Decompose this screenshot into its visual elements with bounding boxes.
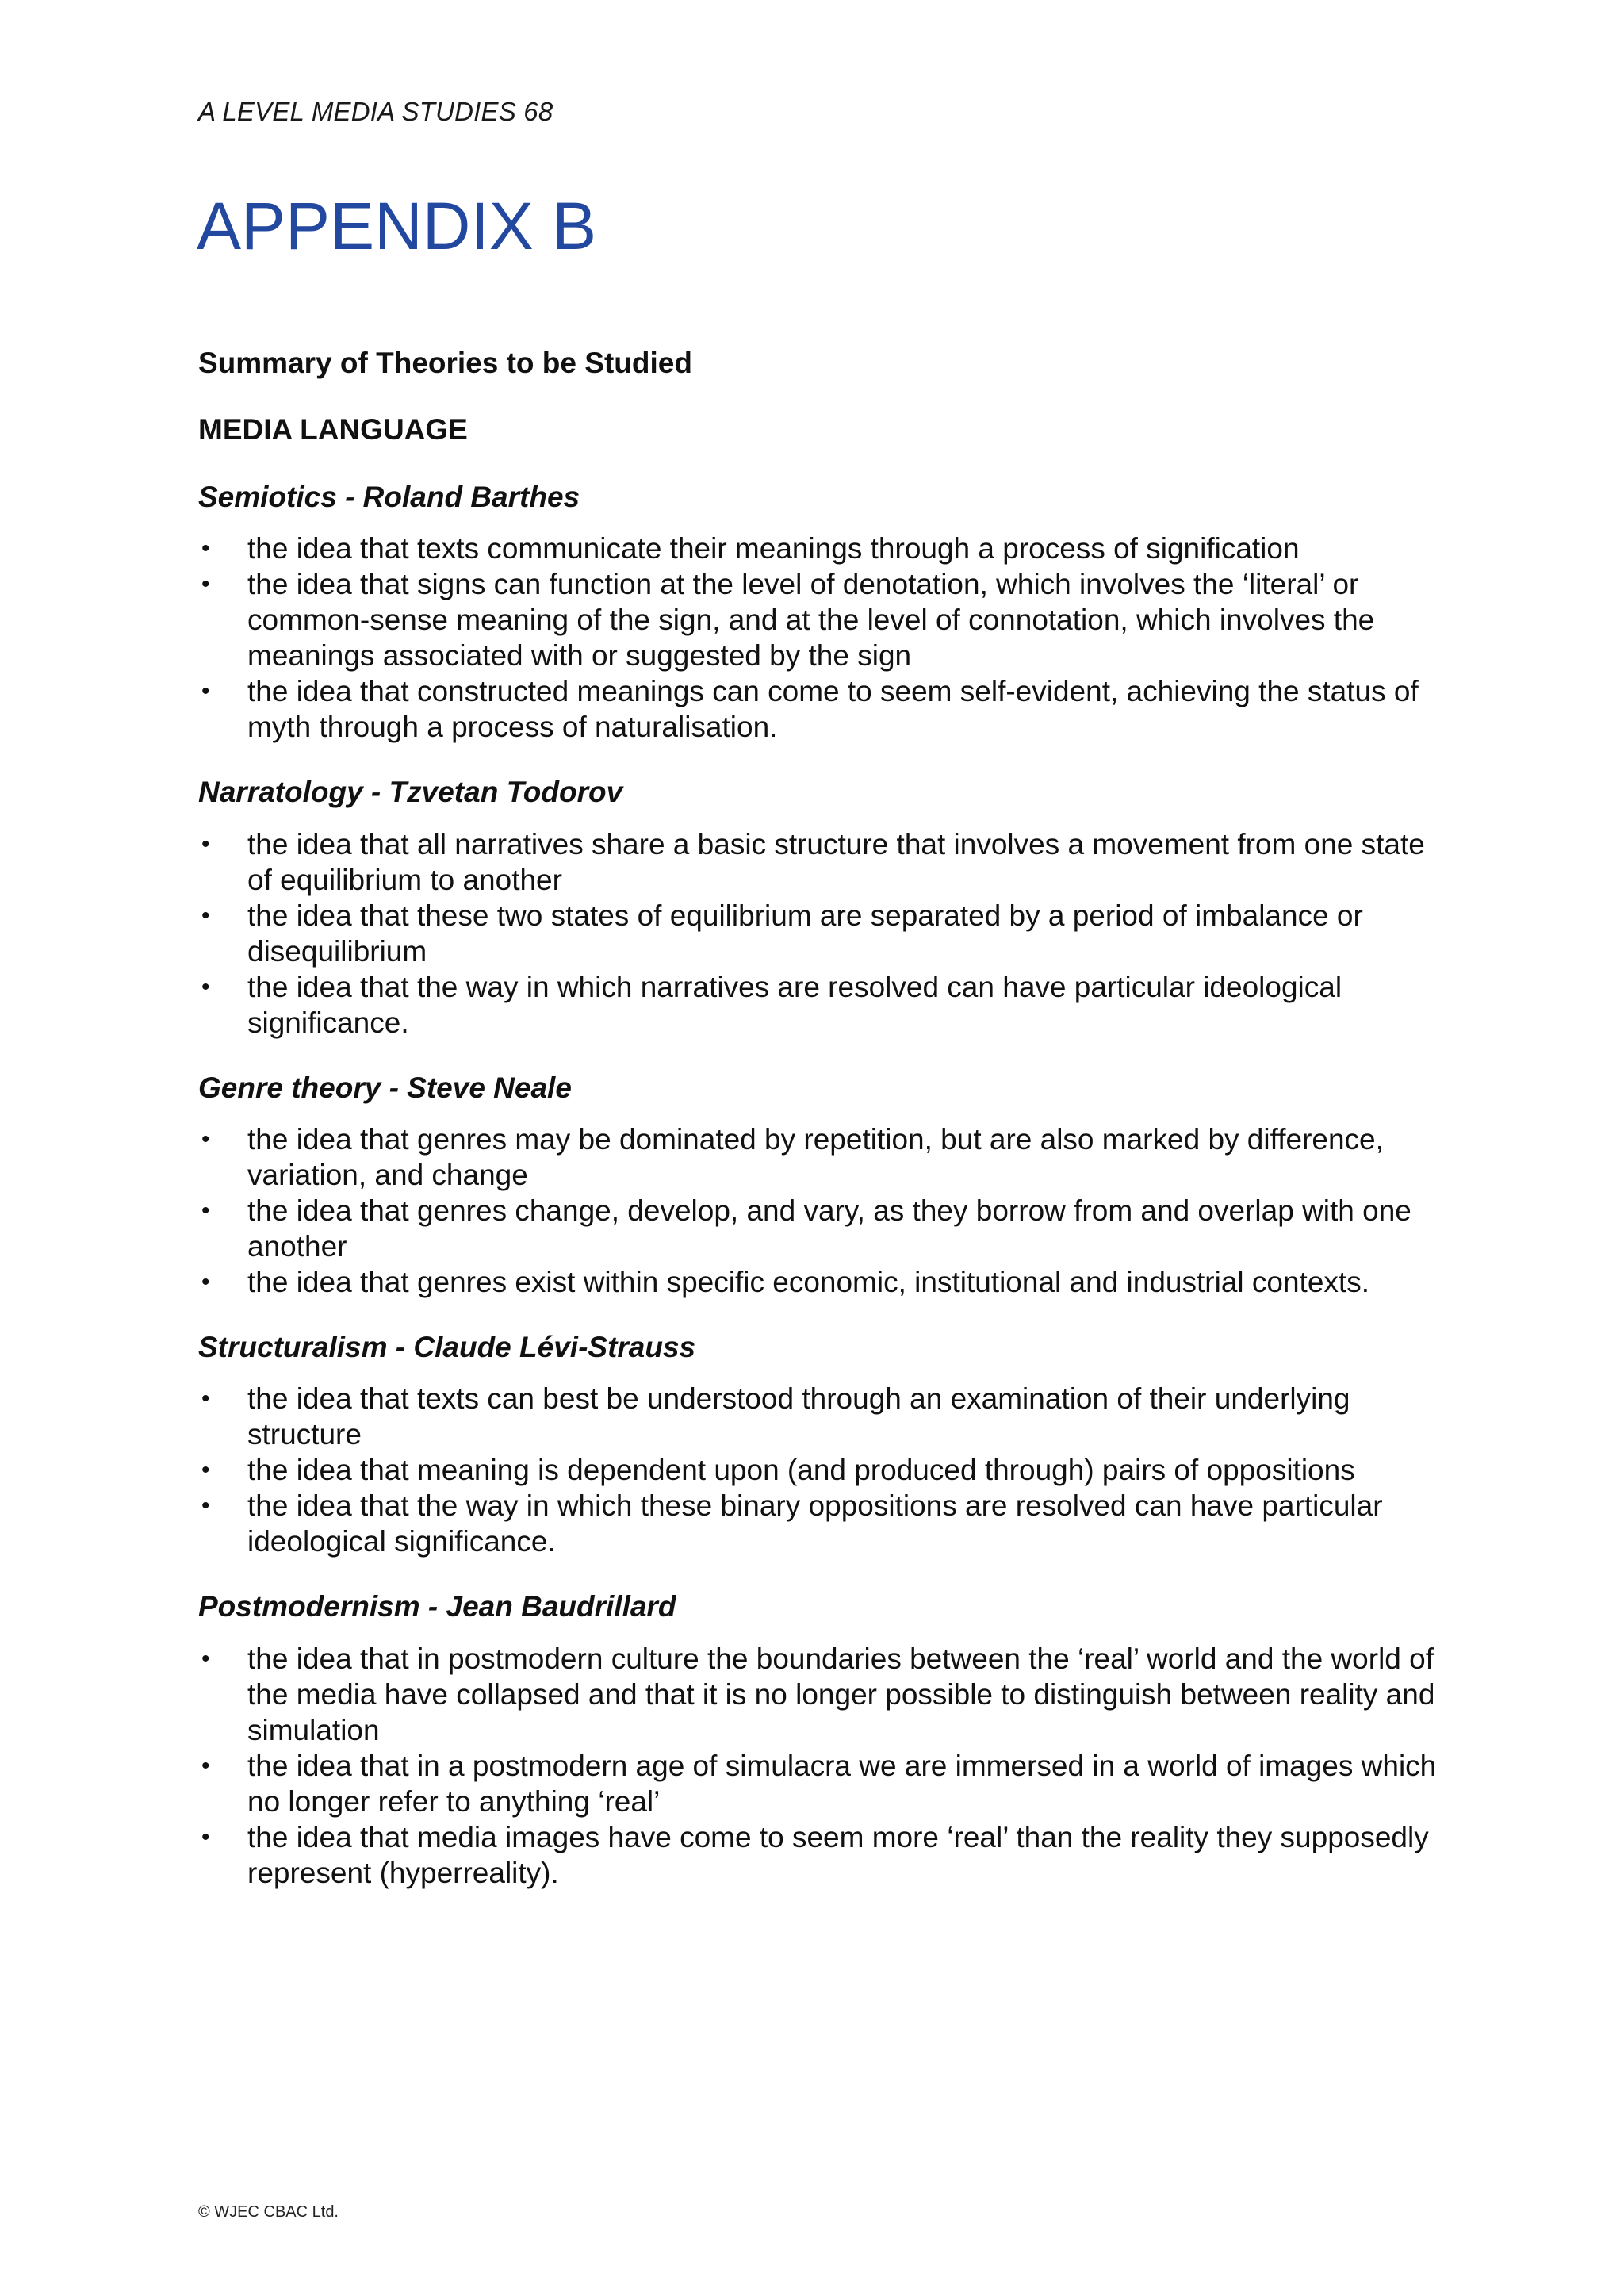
theory-block — [198, 480, 1451, 745]
page-title: APPENDIX B — [197, 189, 597, 263]
bullet-text: the idea that in postmodern culture the boundaries between the ‘real’ world and the world of the media have collapsed and that it is no longer possible to distinguish between reality and simulation — [247, 1642, 1435, 1746]
bullet-icon: • — [201, 1457, 210, 1484]
theory-title: Genre theory - Steve Neale — [198, 1071, 572, 1104]
theory-block — [198, 775, 1451, 1040]
bullet-point — [198, 1121, 1451, 1193]
theory-title: Semiotics - Roland Barthes — [198, 480, 580, 513]
bullet-point — [198, 1452, 1451, 1488]
summary-title: Summary of Theories to be Studied — [198, 347, 692, 379]
bullet-point — [198, 673, 1451, 745]
bullet-text: the idea that these two states of equilibrium are separated by a period of imbalance or disequilibrium — [247, 899, 1363, 968]
theory-block — [198, 1071, 1451, 1300]
bullet-point — [198, 1819, 1451, 1891]
bullet-icon: • — [201, 1268, 210, 1295]
theory-title: Narratology - Tzvetan Todorov — [198, 776, 623, 809]
bullet-text: the idea that constructed meanings can come to seem self-evident, achieving the status of myth through a process of naturalisation. — [247, 675, 1419, 744]
bullet-icon: • — [201, 830, 210, 857]
bullet-text: the idea that texts communicate their meanings through a process of signification — [247, 532, 1300, 565]
bullet-point — [198, 826, 1451, 898]
bullet-icon: • — [201, 1823, 210, 1850]
bullet-text: the idea that in a postmodern age of simulacra we are immersed in a world of images which no longer refer to anything ‘real’ — [247, 1749, 1437, 1818]
bullet-text: the idea that the way in which narratives are resolved can have particular ideological significance. — [247, 970, 1342, 1039]
bullet-text: the idea that genres change, develop, and vary, as they borrow from and overlap with one another — [247, 1194, 1411, 1263]
bullet-point — [198, 898, 1451, 969]
bullet-point — [198, 1264, 1451, 1300]
theory-points — [198, 1381, 1451, 1559]
bullet-icon: • — [201, 571, 210, 598]
theory-points — [198, 1121, 1451, 1300]
bullet-text: the idea that genres may be dominated by repetition, but are also marked by difference, variation, and change — [247, 1122, 1384, 1191]
bullet-point — [198, 531, 1451, 566]
bullet-icon: • — [201, 1493, 210, 1520]
bullet-text: the idea that media images have come to seem more ‘real’ than the reality they supposedly represent (hyperreality). — [247, 1820, 1429, 1889]
bullet-point — [198, 1381, 1451, 1452]
document-body — [198, 346, 1451, 1921]
bullet-text: the idea that signs can function at the level of denotation, which involves the ‘literal’ or common-sense meaning of the sign, and at the level of connotation, which involves the meanings associated with or suggested by the sign — [247, 568, 1375, 673]
theory-block — [198, 1589, 1451, 1890]
copyright-footer: © WJEC CBAC Ltd. — [198, 2203, 339, 2221]
bullet-icon: • — [201, 973, 210, 1000]
bullet-text: the idea that meaning is dependent upon (and produced through) pairs of oppositions — [247, 1454, 1355, 1487]
theory-title: Structuralism - Claude Lévi-Strauss — [198, 1330, 696, 1363]
theory-points — [198, 1641, 1451, 1891]
theory-title: Postmodernism - Jean Baudrillard — [198, 1590, 676, 1623]
bullet-icon: • — [201, 902, 210, 929]
bullet-point — [198, 566, 1451, 673]
bullet-point — [198, 1748, 1451, 1819]
bullet-icon: • — [201, 535, 210, 562]
bullet-icon: • — [201, 1752, 210, 1779]
section-title: MEDIA LANGUAGE — [198, 413, 468, 447]
bullet-icon: • — [201, 1386, 210, 1412]
theory-points — [198, 826, 1451, 1041]
bullet-text: the idea that the way in which these binary oppositions are resolved can have particular ideological significance. — [247, 1489, 1383, 1558]
bullet-text: the idea that genres exist within specific economic, institutional and industrial contexts. — [247, 1265, 1369, 1298]
bullet-point — [198, 1193, 1451, 1264]
page-header: A LEVEL MEDIA STUDIES 68 — [198, 97, 553, 126]
theory-points — [198, 531, 1451, 745]
theory-block — [198, 1330, 1451, 1559]
bullet-text: the idea that texts can best be understood through an examination of their underlying structure — [247, 1382, 1350, 1451]
bullet-point — [198, 1641, 1451, 1748]
bullet-icon: • — [201, 678, 210, 705]
bullet-icon: • — [201, 1125, 210, 1152]
bullet-point — [198, 1488, 1451, 1559]
bullet-icon: • — [201, 1197, 210, 1224]
bullet-point — [198, 969, 1451, 1041]
bullet-icon: • — [201, 1645, 210, 1672]
bullet-text: the idea that all narratives share a basic structure that involves a movement from one state of equilibrium to another — [247, 827, 1425, 896]
